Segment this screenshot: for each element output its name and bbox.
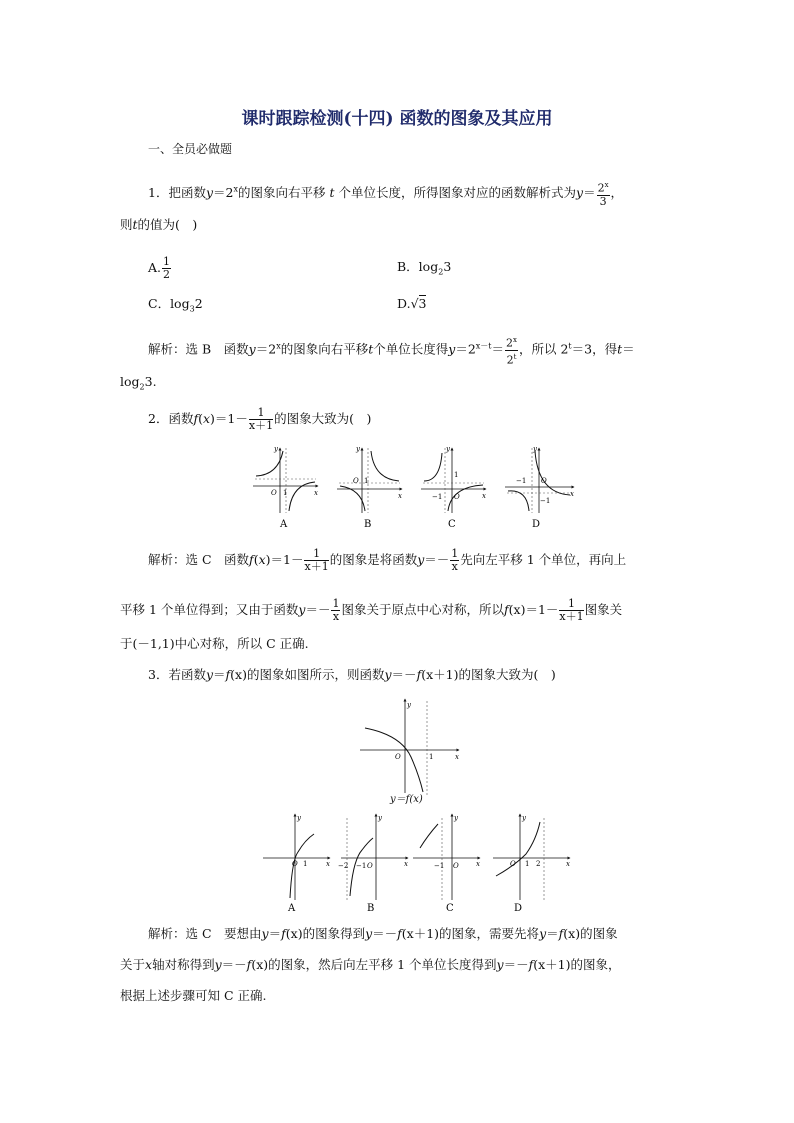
svg-text:y: y — [378, 814, 382, 822]
q3-graph-a — [263, 814, 330, 900]
q1-stem: 1．把函数$y=2^x$的图象向右平移 t 个单位长度，所得图象对应的函数解析式为y＝ $\frac{2^x}{3}$ ， — [148, 181, 624, 208]
svg-text:1: 1 — [364, 477, 369, 485]
svg-text:y: y — [356, 445, 360, 453]
svg-text:−1: −1 — [432, 493, 443, 501]
svg-text:O: O — [454, 493, 460, 501]
q3-graph-d — [493, 814, 570, 900]
q3-stem: 3．若函数y＝f(x)的图象如图所示，则函数y＝－f(x＋1)的图象大致为( ) — [148, 667, 556, 682]
q2-label-d: D — [532, 519, 541, 530]
svg-text:x: x — [326, 860, 330, 868]
svg-text:y: y — [274, 445, 278, 453]
svg-text:x: x — [398, 492, 402, 500]
q3-answer-line3: 根据上述步骤可知 C 正确. — [120, 988, 267, 1003]
q1-fraction: $\frac{2^x}{3}$ — [597, 181, 609, 208]
svg-text:−1: −1 — [540, 497, 551, 505]
svg-text:O: O — [541, 477, 547, 485]
q2-graph-c — [421, 445, 486, 513]
page-title: 课时跟踪检测(十四) 函数的图象及其应用 — [241, 109, 553, 129]
svg-text:−1: −1 — [434, 862, 445, 870]
q2-stem: 2．函数f(x)＝1－ $\frac{1}{x+1}$ 的图象大致为( ) — [148, 406, 372, 432]
svg-text:1: 1 — [454, 471, 459, 479]
svg-text:−2: −2 — [338, 862, 349, 870]
q2-label-c: C — [448, 519, 456, 530]
q2-answer-line2: 平移 1 个单位得到；又由于函数y＝－ $\frac{1}{x}$ 图象关于原点中心对称，所以f(x)＝1－ $\frac{1}{x+1}$ 图象关 — [120, 597, 623, 623]
svg-text:O: O — [395, 753, 401, 761]
svg-text:1: 1 — [429, 753, 434, 761]
svg-text:x: x — [566, 860, 570, 868]
svg-text:y: y — [446, 445, 450, 453]
svg-text:x: x — [404, 860, 408, 868]
svg-text:1: 1 — [303, 860, 308, 868]
svg-text:y: y — [522, 814, 526, 822]
q3-answer: 解析：选 C 要想由y＝f(x)的图象得到y＝－f(x＋1)的图象，需要先将y＝f(x)的图象 — [148, 926, 618, 941]
q3-answer-line2: 关于x轴对称得到y＝－f(x)的图象，然后向左平移 1 个单位长度得到y＝－f(x＋1)的图象， — [120, 957, 621, 972]
q3-graph-c — [413, 814, 480, 900]
q2-option-graphs — [250, 443, 580, 533]
q3-option-graphs — [260, 810, 580, 915]
q3-main-caption: y＝f(x) — [390, 794, 423, 805]
svg-text:O: O — [453, 862, 459, 870]
q2-label-a: A — [280, 519, 288, 530]
q2-graph-d — [505, 445, 574, 513]
q3-main-graph — [355, 695, 465, 805]
svg-text:O: O — [367, 862, 373, 870]
q1-answer-line2: $\log_23$. — [120, 374, 157, 392]
svg-text:x: x — [314, 489, 318, 497]
svg-text:1: 1 — [283, 489, 288, 497]
q1-stem-line2: 则t的值为( ) — [120, 217, 198, 232]
svg-text:y: y — [533, 445, 537, 453]
q2-label-b: B — [364, 519, 372, 530]
q2-answer: 解析：选 C 函数f(x)＝1－ $\frac{1}{x+1}$ 的图象是将函数y＝－ $\frac{1}{x}$ 先向左平移 1 个单位，再向上 — [148, 547, 627, 573]
svg-text:y: y — [454, 814, 458, 822]
svg-text:x: x — [476, 860, 480, 868]
q1-answer: 解析：选 B 函数$y=2^x$的图象向右平移t个单位长度得$y=2^{x-t}=$ $\frac{2^x}{2^t}$ ，所以 $2^t=3$，得t＝ — [148, 336, 635, 367]
svg-text:O: O — [292, 860, 298, 868]
svg-text:x: x — [570, 490, 574, 498]
svg-text:O: O — [353, 477, 359, 485]
q2-answer-line3: 于(－1,1)中心对称，所以 C 正确. — [120, 636, 309, 651]
svg-text:y: y — [407, 701, 411, 709]
q3-label-c: C — [446, 903, 454, 914]
sqrt-sign-icon: √ — [410, 296, 419, 311]
section-heading: 一、全员必做题 — [148, 142, 233, 156]
svg-text:2: 2 — [536, 860, 541, 868]
q1-option-b: B．$\log_23$ — [397, 259, 452, 277]
q2-graph-a — [253, 445, 318, 513]
svg-text:−1: −1 — [516, 477, 527, 485]
q3-label-b: B — [367, 903, 375, 914]
q2-graph-b — [337, 445, 402, 513]
svg-text:O: O — [510, 860, 516, 868]
q1-option-d: D.√3 — [397, 296, 427, 311]
q1-option-c: C．$\log_32$ — [148, 296, 203, 314]
svg-text:1: 1 — [525, 860, 530, 868]
svg-text:x: x — [482, 492, 486, 500]
svg-text:y: y — [297, 814, 301, 822]
svg-text:O: O — [271, 489, 277, 497]
svg-text:x: x — [455, 753, 459, 761]
q1-option-a: A. $\frac{1}{2}$ — [148, 255, 171, 281]
q3-label-a: A — [288, 903, 296, 914]
q3-graph-b — [338, 814, 408, 900]
q3-label-d: D — [514, 903, 523, 914]
svg-text:−1: −1 — [356, 862, 367, 870]
